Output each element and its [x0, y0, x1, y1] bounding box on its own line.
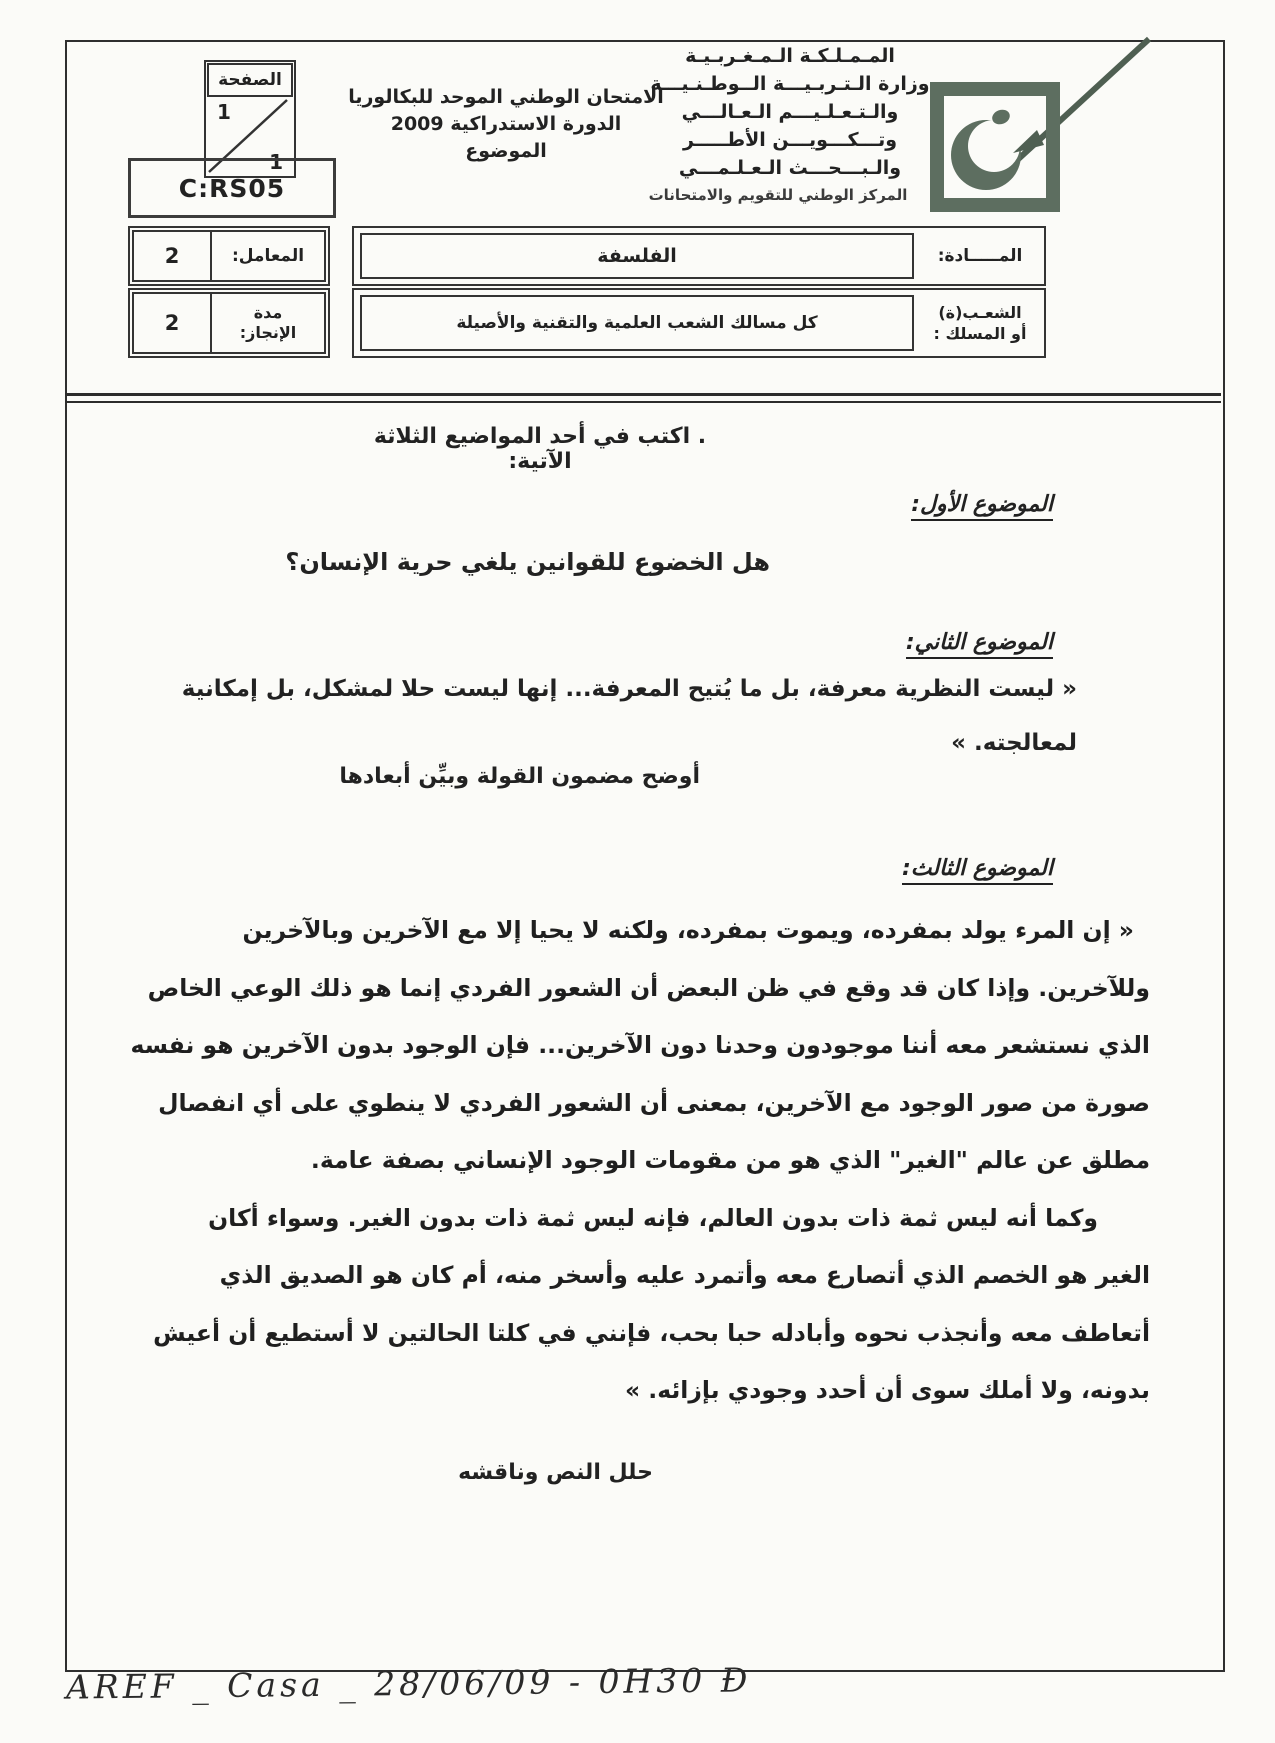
topic2-heading: الموضوع الثاني: [906, 630, 1053, 659]
duration-box [128, 288, 330, 358]
coefficient-box [128, 226, 330, 286]
text-line: الغير هو الخصم الذي أتصارع معه وأتمرد عليه وأسخر منه، أم كان هو الصديق الذي [219, 1261, 1150, 1289]
subject-value: الفلسفة [360, 233, 914, 279]
assessment-center-name: المركز الوطني للتقويم والامتحانات [648, 186, 908, 204]
text-line: « إن المرء يولد بمفرده، ويموت بمفرده، ولكنه لا يحيا إلا مع الآخرين وبالآخرين [242, 916, 1134, 944]
ministry-line1: المـمـلـكـة الـمـغـربـيـة [685, 45, 895, 67]
page-current: 1 [217, 100, 231, 124]
coefficient-value: 2 [164, 244, 180, 268]
exam-title-line3: الموضوع [465, 140, 547, 162]
text-line: صورة من صور الوجود مع الآخرين، بمعنى أن الشعور الفردي لا ينطوي على أي انفصال [158, 1088, 1150, 1117]
topic2-task: أوضح مضمون القولة وبيِّن أبعادها [339, 764, 700, 789]
ministry-header [640, 42, 940, 182]
topic2-quote-line1: « ليست النظرية معرفة، بل ما يُتيح المعرفة... إنها ليست حلا لمشكل، بل إمكانية [181, 676, 1077, 702]
text-line: أتعاطف معه وأنجذب نحوه وأبادله حبا بحب، فإنني في كلتا الحالتين لا أستطيع أن أعيش [153, 1318, 1150, 1347]
topic3-task: حلل النص وناقشه [458, 1460, 653, 1485]
exam-session-title [336, 84, 676, 165]
text-line: بدونه، ولا أملك سوى أن أحدد وجودي بإزائه. » [624, 1376, 1150, 1404]
text-line: وكما أنه ليس ثمة ذات بدون العالم، فإنه ليس ثمة ذات بدون الغير. وسواء أكان [208, 1203, 1098, 1232]
duration-label: مدة الإنجاز: [210, 294, 324, 352]
subject-label: المـــــادة: [937, 245, 1023, 266]
text-line: وللآخرين. وإذا كان قد وقع في ظن البعض أن الشعور الفردي إنما هو ذلك الوعي الخاص [147, 973, 1150, 1002]
ministry-line4: وتـــكـــويـــن الأطـــــر [682, 129, 898, 151]
duration-value: 2 [164, 311, 180, 335]
ministry-line3: والـتـعـلـيـــم الـعـالـــي [681, 101, 899, 123]
topic2-quote-line2: لمعالجته. » [951, 730, 1077, 756]
exam-code-box: C:RS05 [128, 158, 336, 218]
track-value: كل مسالك الشعب العلمية والتقنية والأصيلة [360, 295, 914, 351]
coefficient-label: المعامل: [210, 232, 324, 280]
topic1-heading: الموضوع الأول: [911, 492, 1053, 521]
track-label: الشعـب(ة) أو المسلك : [933, 303, 1027, 343]
page-label: الصفحة [207, 63, 293, 97]
subject-box [352, 226, 1046, 286]
text-line: مطلق عن عالم "الغير" الذي هو من مقومات الوجود الإنساني بصفة عامة. [310, 1146, 1150, 1174]
topic3-heading: الموضوع الثالث: [902, 856, 1053, 885]
page-total: 1 [269, 150, 283, 174]
header-divider [65, 393, 1221, 403]
exam-title-line1: الامتحان الوطني الموحد للبكالوريا [348, 86, 664, 108]
ministry-line2: وزارة الـتـربـيـــة الــوطـنـيـــة [650, 73, 930, 95]
exam-title-line2: الدورة الاستدراكية 2009 [390, 113, 622, 135]
topic1-question: هل الخضوع للقوانين يلغي حرية الإنسان؟ [285, 548, 770, 576]
ministry-line5: والـبـــحـــث الـعـلـمـــي [678, 157, 902, 179]
text-line: الذي نستشعر معه أننا موجودون وحدنا دون الآخرين... فإن الوجود بدون الآخرين هو نفسه [130, 1031, 1150, 1059]
track-box [352, 288, 1046, 358]
topic3-text [90, 902, 1150, 1420]
exam-instruction: . اكتب في أحد المواضيع الثلاثة الآتية: [373, 424, 707, 474]
ministry-logo-icon [923, 33, 1155, 218]
handwritten-note: AREF _ Casa _ 28/06/09 - 0H30 Đ [65, 1660, 752, 1707]
